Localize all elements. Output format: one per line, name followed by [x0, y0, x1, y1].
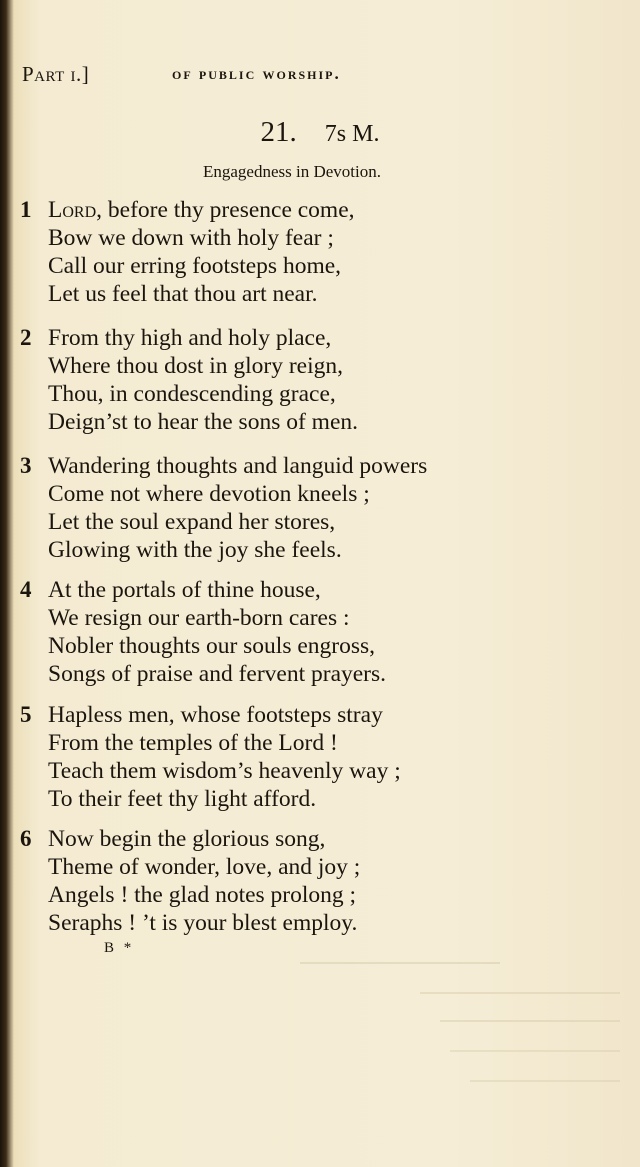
verse-line: Let us feel that thou art near.: [48, 281, 318, 307]
verse-line: To their feet thy light afford.: [48, 786, 317, 812]
verse-2: [20, 324, 620, 436]
show-through-line: [440, 1020, 620, 1040]
verse-line: We resign our earth-born cares :: [48, 605, 350, 631]
hymn-subtitle: Engagedness in Devotion.: [203, 162, 381, 181]
verse-4: [20, 576, 620, 688]
verse-line: From the temples of the Lord !: [48, 730, 338, 756]
verse-6: [20, 825, 620, 937]
verse-1: [20, 196, 620, 308]
verse-line: Glowing with the joy she feels.: [48, 537, 342, 563]
verse-number: 3: [20, 453, 32, 478]
running-title: of public worship.: [172, 64, 341, 83]
show-through-line: [300, 962, 500, 982]
first-word: Lord: [48, 197, 97, 223]
signature-mark: B *: [104, 940, 135, 956]
verse-line: Seraphs ! ’t is your blest employ.: [48, 910, 358, 936]
show-through-line: [420, 992, 620, 1012]
verse-line: Come not where devotion kneels ;: [48, 481, 370, 507]
verse-line: Thou, in condescending grace,: [48, 381, 336, 407]
verse-number: 6: [20, 826, 32, 851]
verse-3: [20, 452, 620, 564]
verse-line: At the portals of thine house,: [48, 577, 321, 603]
verse-line: Call our erring footsteps home,: [48, 253, 342, 279]
verse-line: Hapless men, whose footsteps stray: [48, 702, 383, 728]
verse-line: Wandering thoughts and languid powers: [48, 453, 428, 479]
section-label: Part i.]: [22, 62, 90, 86]
show-through-line: [450, 1050, 620, 1070]
hymn-number: 21.: [260, 116, 297, 148]
verse-line: Deign’st to hear the sons of men.: [48, 409, 359, 435]
verse-number: 1: [20, 197, 32, 222]
verse-5: [20, 701, 620, 813]
verse-number: 2: [20, 325, 32, 350]
verse-line: From thy high and holy place,: [48, 325, 332, 351]
verse-line: Let the soul expand her stores,: [48, 509, 336, 535]
verse-line: Bow we down with holy fear ;: [48, 225, 334, 251]
hymn-heading: [0, 116, 640, 149]
verse-number: 5: [20, 702, 32, 727]
verse-line: Where thou dost in glory reign,: [48, 353, 343, 379]
show-through-line: [470, 1080, 620, 1100]
verse-line: Teach them wisdom’s heavenly way ;: [48, 758, 401, 784]
verse-line: Theme of wonder, love, and joy ;: [48, 854, 361, 880]
verse-line: Nobler thoughts our souls engross,: [48, 633, 376, 659]
running-header: [0, 62, 640, 92]
first-line-rest: , before thy presence come,: [96, 197, 355, 223]
hymn-meter: 7s M.: [324, 121, 380, 147]
verse-line: [48, 196, 620, 224]
verse-line: Angels ! the glad notes prolong ;: [48, 882, 357, 908]
verse-line: Now begin the glorious song,: [48, 826, 326, 852]
verse-number: 4: [20, 577, 32, 602]
verse-line: Songs of praise and fervent prayers.: [48, 661, 387, 687]
